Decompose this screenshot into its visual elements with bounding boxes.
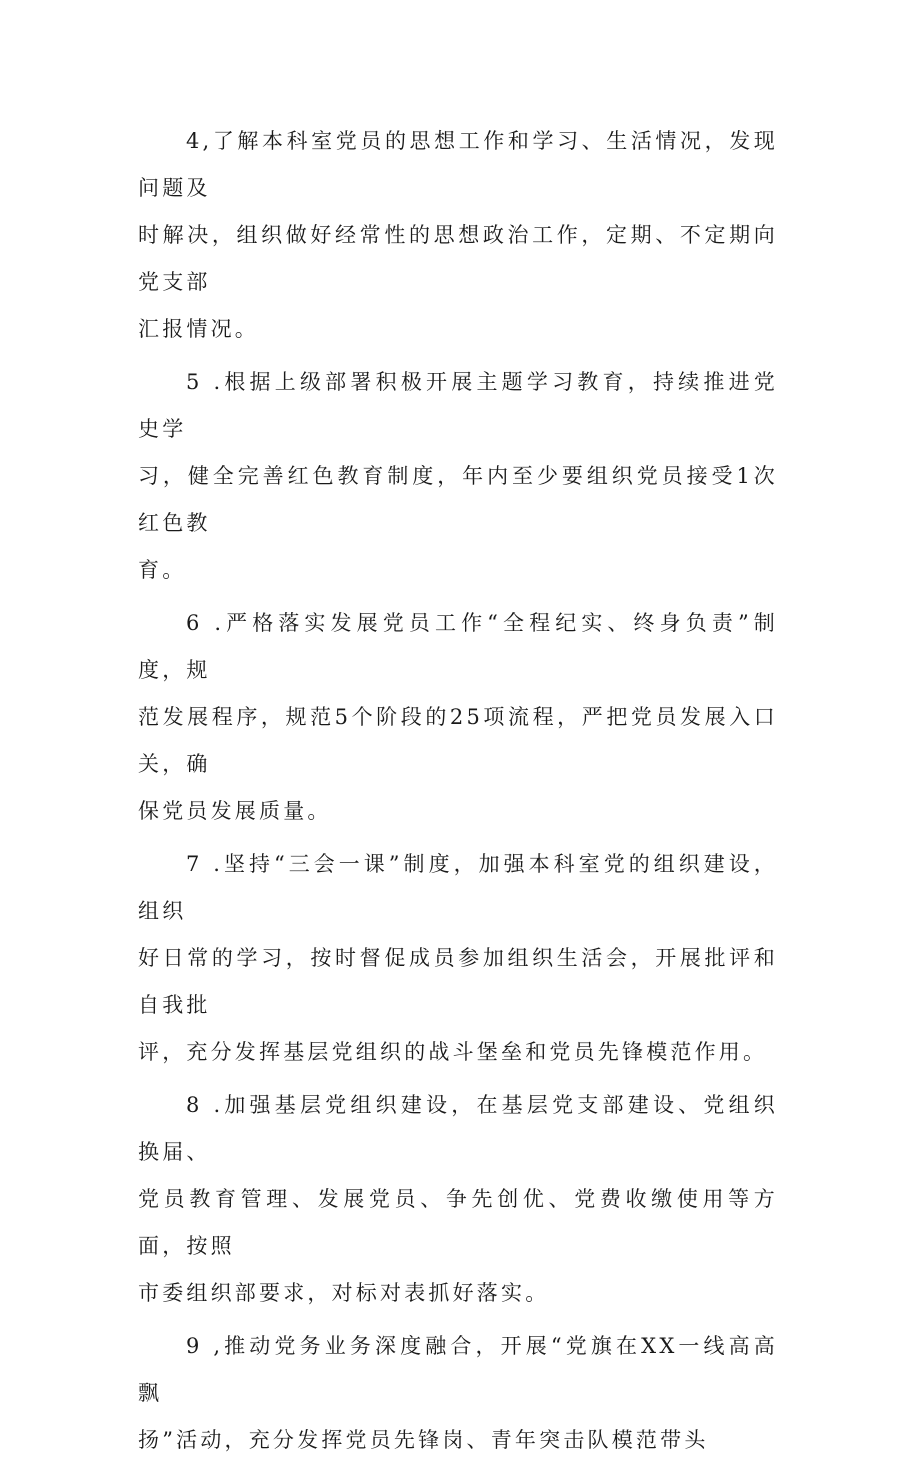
- paragraph-line: 4,了解本科室党员的思想工作和学习、生活情况，发现问题及: [138, 129, 778, 200]
- paragraph-line: 育。: [138, 558, 187, 582]
- paragraph-line: 扬”活动，充分发挥党员先锋岗、青年突击队模范带头: [138, 1428, 709, 1452]
- paragraph-line: 8 .加强基层党组织建设，在基层党支部建设、党组织换届、: [138, 1093, 778, 1164]
- paragraph-line: 5 .根据上级部署积极开展主题学习教育，持续推进党史学: [138, 370, 778, 441]
- paragraph-item-5: [138, 359, 778, 594]
- paragraph-line: 市委组织部要求，对标对表抓好落实。: [138, 1281, 550, 1305]
- paragraph-line: 6 .严格落实发展党员工作“全程纪实、终身负责”制度，规: [138, 611, 778, 682]
- paragraph-item-8: [138, 1082, 778, 1317]
- paragraph-line: 评，充分发挥基层党组织的战斗堡垒和党员先锋模范作用。: [138, 1040, 768, 1064]
- paragraph-item-7: [138, 841, 778, 1076]
- paragraph-line: 习，健全完善红色教育制度，年内至少要组织党员接受1次红色教: [138, 464, 778, 535]
- paragraph-item-4: [138, 118, 778, 353]
- paragraph-line: 保党员发展质量。: [138, 799, 332, 823]
- paragraph-item-6: [138, 600, 778, 835]
- paragraph-line: 时解决，组织做好经常性的思想政治工作，定期、不定期向党支部: [138, 223, 778, 294]
- paragraph-line: 党员教育管理、发展党员、争先创优、党费收缴使用等方面，按照: [138, 1187, 778, 1258]
- paragraph-line: 好日常的学习，按时督促成员参加组织生活会，开展批评和自我批: [138, 946, 778, 1017]
- paragraph-line: 范发展程序，规范5个阶段的25项流程，严把党员发展入口关，确: [138, 705, 778, 776]
- paragraph-line: 9 ,推动党务业务深度融合，开展“党旗在XX一线高高飘: [138, 1334, 778, 1405]
- paragraph-line: 汇报情况。: [138, 317, 259, 341]
- document-body: [138, 118, 778, 1470]
- paragraph-item-9: [138, 1323, 778, 1464]
- paragraph-line: 7 .坚持“三会一课”制度，加强本科室党的组织建设，组织: [138, 852, 778, 923]
